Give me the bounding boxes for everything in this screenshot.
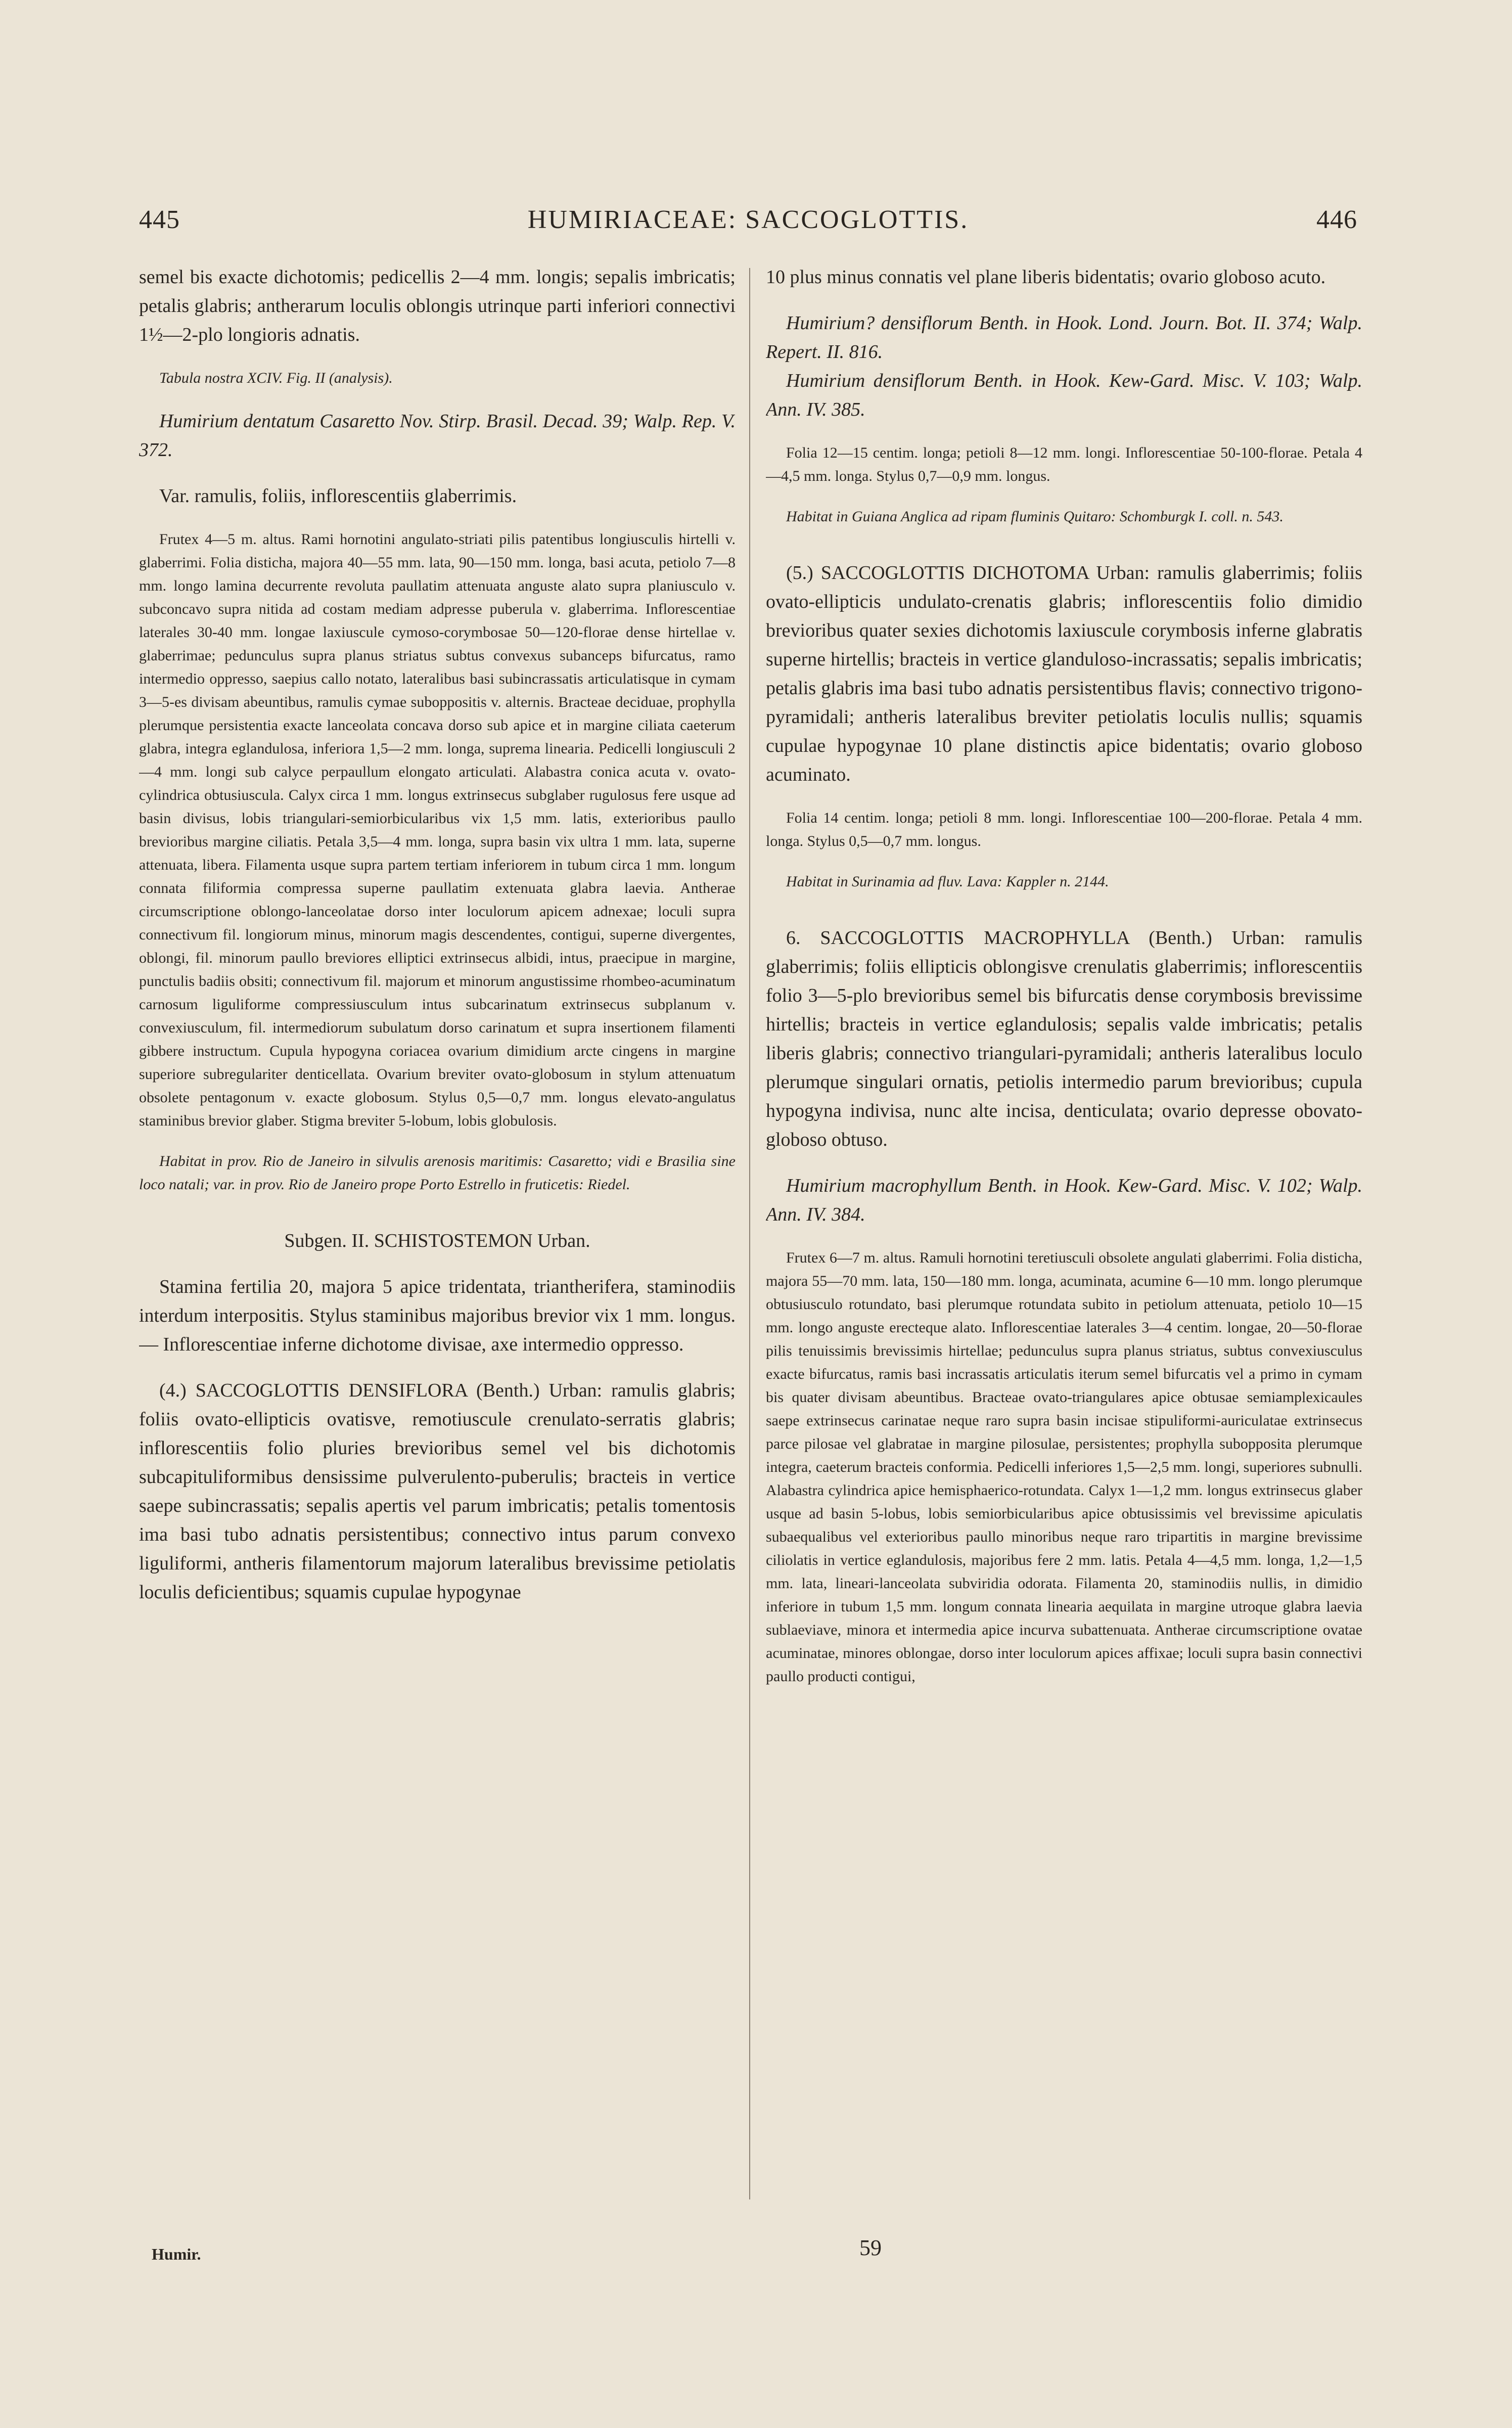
page-number-right: 446 [1316,205,1357,234]
species-5-diagnosis: (5.) SACCOGLOTTIS DICHOTOMA Urban: ramulis glaberrimis; foliis ovato-ellipticis undulato-crenatis glabris; inflorescentiis folio dimidio brevioribus quater sexies dichotomis laxiuscule corymbosis inferne glabratis superne hirtellis; bracteis in vertice glanduloso-incrassatis; sepalis imbricatis; petalis glabris ima basi tubo adnatis persistentibus flavis; connectivo trigono-pyramidali; antheris lateralibus breviter petiolatis loculis nullis; squamis cupulae hypogynae 10 plane distinctis apice bidentatis; ovario globoso acuminato. [766,562,1362,785]
right-column [766,263,1362,2260]
synonym-citation: Humirium dentatum Casaretto Nov. Stirp. Brasil. Decad. 39; Walp. Rep. V. 372. [139,411,736,461]
species-description: Frutex 4—5 m. altus. Rami hornotini angulato-striati pilis patentibus longiusculis hirtelli v. glaberrimi. Folia disticha, majora 40—55 mm. lata, 90—150 mm. longa, basi acuta, petiolo 7—8 mm. longo lamina decurrente revoluta paullatim attenuata anguste alato supra planiusculo v. subconcavo supra nitida ad costam mediam adpresse puberula v. glaberrima. Inflorescentiae laterales 30-40 mm. longae laxiuscule cymoso-corymbosae 50—120-florae dense hirtellae v. glaberrimae; pedunculus supra planus striatus subtus convexus subanceps bifurcatus, ramo intermedio oppresso, saepius callo notato, lateralibus basi subincrassatis articulatisque in cymam 3—5-es divisam abeuntibus, ramulis cymae suboppositis v. alternis. Bracteae deciduae, prophylla plerumque persistentia exacte lanceolata concava dorso sub apice et in margine ciliata caeterum glabra, integra eglandulosa, inferiora 1,5—2 mm. longa, suprema linearia. Pedicelli longiusculi 2—4 mm. longi sub calyce perpaullum elongato articulati. Alabastra conica acuta v. ovato-cylindrica obtusiuscula. Calyx circa 1 mm. longus extrinsecus subglaber rugulosus fere usque ad basin divisus, lobis triangulari-semiorbicularibus vix 1,5 mm. latis, exterioribus paullo brevioribus margine ciliatis. Petala 3,5—4 mm. longa, supra basin vix ultra 1 mm. lata, superne attenuata, libera. Filamenta usque supra partem tertiam inferiorem in tubum circa 1 mm. longum connata filiformia compressa superne paullatim extenuata glabra laevia. Antherae circumscriptione oblongo-lanceolatae dorso inter loculorum apicem adnexae; loculi supra connectivum fil. longiorum minus, minorum magis descendentes, contigui, superne divergentes, oblongi, fil. minorum paullo breviores elliptici extrinsecus albidi, intus, praecipue in margine, punctulis badiis obsiti; connectivum fil. majorum et minorum angustissime rhombeo-acuminatum carnosum liguliforme compressiusculum intus subcarinatum extrinsecus subplanum v. convexiusculum, fil. intermediorum subulatum dorso carinatum et supra insertionem filamenti gibbere instructum. Cupula hypogyna coriacea ovarium dimidium arcte cingens in margine superiore subregulariter denticellata. Ovarium breviter ovato-globosum in stylum attenuatum obsolete pentagonum v. exacte globosum. Stylus 0,5—0,7 mm. longus elevato-angulatus staminibus brevior glaber. Stigma breviter 5-lobum, lobis globulosis. [139,531,736,1129]
tabula-reference: Tabula nostra XCIV. Fig. II (analysis). [159,370,393,386]
species-5-description: Folia 14 centim. longa; petioli 8 mm. longi. Inflorescentiae 100—200-florae. Petala 4 mm. longa. Stylus 0,5—0,7 mm. longus. [766,810,1362,849]
species-4-diagnosis: (4.) SACCOGLOTTIS DENSIFLORA (Benth.) Urban: ramulis glabris; foliis ovato-ellipticis ovatisve, remotiuscule crenulato-serratis glabris; inflorescentiis folio pluries brevioribus semel vel bis dichotomis subcapituliformibus densissime pulverulento-puberulis; bracteis in vertice saepe subincrassatis; sepalis apertis vel parum imbricatis; petalis tomentosis ima basi tubo adnatis persistentibus; connectivo intus parum convexo liguliformi, antheris filamentorum majorum lateralibus brevissime petiolatis loculis deficientibus; squamis cupulae hypogynae [139,1380,736,1603]
subgenus-text: Stamina fertilia 20, majora 5 apice tridentata, triantherifera, staminodiis interdum interpositis. Stylus staminibus majoribus brevior vix 1 mm. longus. — Inflorescentiae inferne dichotome divisae, axe intermedio oppresso. [139,1276,736,1355]
species-4-description: Folia 12—15 centim. longa; petioli 8—12 mm. longi. Inflorescentiae 50-100-florae. Petala 4—4,5 mm. longa. Stylus 0,7—0,9 mm. longus. [766,444,1362,484]
running-title: HUMIRIACEAE: SACCOGLOTTIS. [527,205,969,234]
left-column [139,263,736,2260]
species-6-synonym: Humirium macrophyllum Benth. in Hook. Kew-Gard. Misc. V. 102; Walp. Ann. IV. 384. [766,1175,1362,1225]
species-4-synonym-a: Humirium? densiflorum Benth. in Hook. Lond. Journ. Bot. II. 374; Walp. Repert. II. 816. [766,312,1362,363]
page-number-left: 445 [139,205,180,234]
habitat-note: Habitat in prov. Rio de Janeiro in silvulis arenosis maritimis: Casaretto; vidi e Brasilia sine loco natali; var. in prov. Rio de Janeiro prope Porto Estrello in fruticetis: Riedel. [139,1153,736,1193]
species-4-habitat: Habitat in Guiana Anglica ad ripam fluminis Quitaro: Schomburgk I. coll. n. 543. [786,508,1284,525]
species-6-diagnosis: 6. SACCOGLOTTIS MACROPHYLLA (Benth.) Urban: ramulis glaberrimis; foliis ellipticis oblongisve crenulatis glaberrimis; inflorescentiis folio 3—5-plo brevioribus semel bis bifurcatis dense corymbosis brevissime hirtellis; bracteis in vertice eglandulosis; sepalis valde imbricatis; petalis liberis glabris; connectivo triangulari-pyramidali; antheris lateralibus loculo plerumque singulari ornatis, petiolis intermedio parum brevioribus; cupula hypogyna indivisa, nunc alte incisa, denticulata; ovario depresse obovato-globoso obtuso. [766,927,1362,1150]
intro-paragraph: semel bis exacte dichotomis; pedicellis 2—4 mm. longis; sepalis imbricatis; petalis glabris; antherarum loculis oblongis utrinque parti inferiori connectivi 1½—2-plo longioris adnatis. [139,266,736,345]
variety-note: Var. ramulis, foliis, inflorescentiis glaberrimis. [159,485,517,507]
species-4-synonym-b: Humirium densiflorum Benth. in Hook. Kew-Gard. Misc. V. 103; Walp. Ann. IV. 385. [766,370,1362,420]
species-6-description: Frutex 6—7 m. altus. Ramuli hornotini teretiusculi obsolete angulati glaberrimi. Folia disticha, majora 55—70 mm. lata, 150—180 mm. longa, acuminata, acumine 6—10 mm. longo plerumque obtusiusculo rotundato, basi plerumque rotundata subito in petiolum attenuata, petiolo 10—15 mm. longo anguste erecteque alato. Inflorescentiae laterales 3—4 centim. longae, 20—50-florae pilis tenuissimis brevissimis hirtellae; pedunculus supra planus striatus, subtus convexiusculus exacte bifurcatus, ramis basi incrassatis articulatis iterum semel bifurcatis vel a primo in cymam bis quater divisam abeuntibus. Bracteae ovato-triangulares apice obtusae semiamplexicaules saepe extrinsecus carinatae neque raro supra basin incisae stipuliformi-auriculatae extrinsecus parce pilosae vel glabratae in margine pilosulae, persistentes; prophylla subopposita plerumque integra, caeterum bracteis conformia. Pedicelli inferiores 1,5—2,5 mm. longi, superiores subnulli. Alabastra cylindrica apice hemisphaerico-rotundata. Calyx 1—1,2 mm. longus extrinsecus glaber usque ad basin 5-lobus, lobis semiorbicularibus apice obtusissimis vel brevissime apiculatis subaequalibus vel exterioribus paullo minoribus neque raro tripartitis in margine brevissime ciliolatis in vertice eglandulosis, majoribus fere 2 mm. latis. Petala 4—4,5 mm. longa, 1,2—1,5 mm. lata, lineari-lanceolata subviridia odorata. Filamenta 20, staminodiis nullis, in dimidio inferiore in tubum 1,5 mm. longum connata linearia aequilata in margine utroque glabra laevia sublaeviave, minora et intermedia apice incurva subattenuata. Antherae circumscriptione ovatae acuminatae, minores oblongae, dorso inter loculorum apices affixae; loculi supra basin connectivi paullo producti contigui, [766,1249,1362,1685]
column-rule [749,268,750,2199]
running-header [139,205,1357,245]
species-5-habitat: Habitat in Surinamia ad fluv. Lava: Kappler n. 2144. [786,873,1109,890]
sheet-number: 59 [859,2235,882,2260]
signature-mark: Humir. [152,2245,201,2263]
subgenus-title: Subgen. II. SCHISTOSTEMON Urban. [284,1230,590,1251]
species-4-continuation: 10 plus minus connatis vel plane liberis bidentatis; ovario globoso acuto. [766,266,1326,288]
